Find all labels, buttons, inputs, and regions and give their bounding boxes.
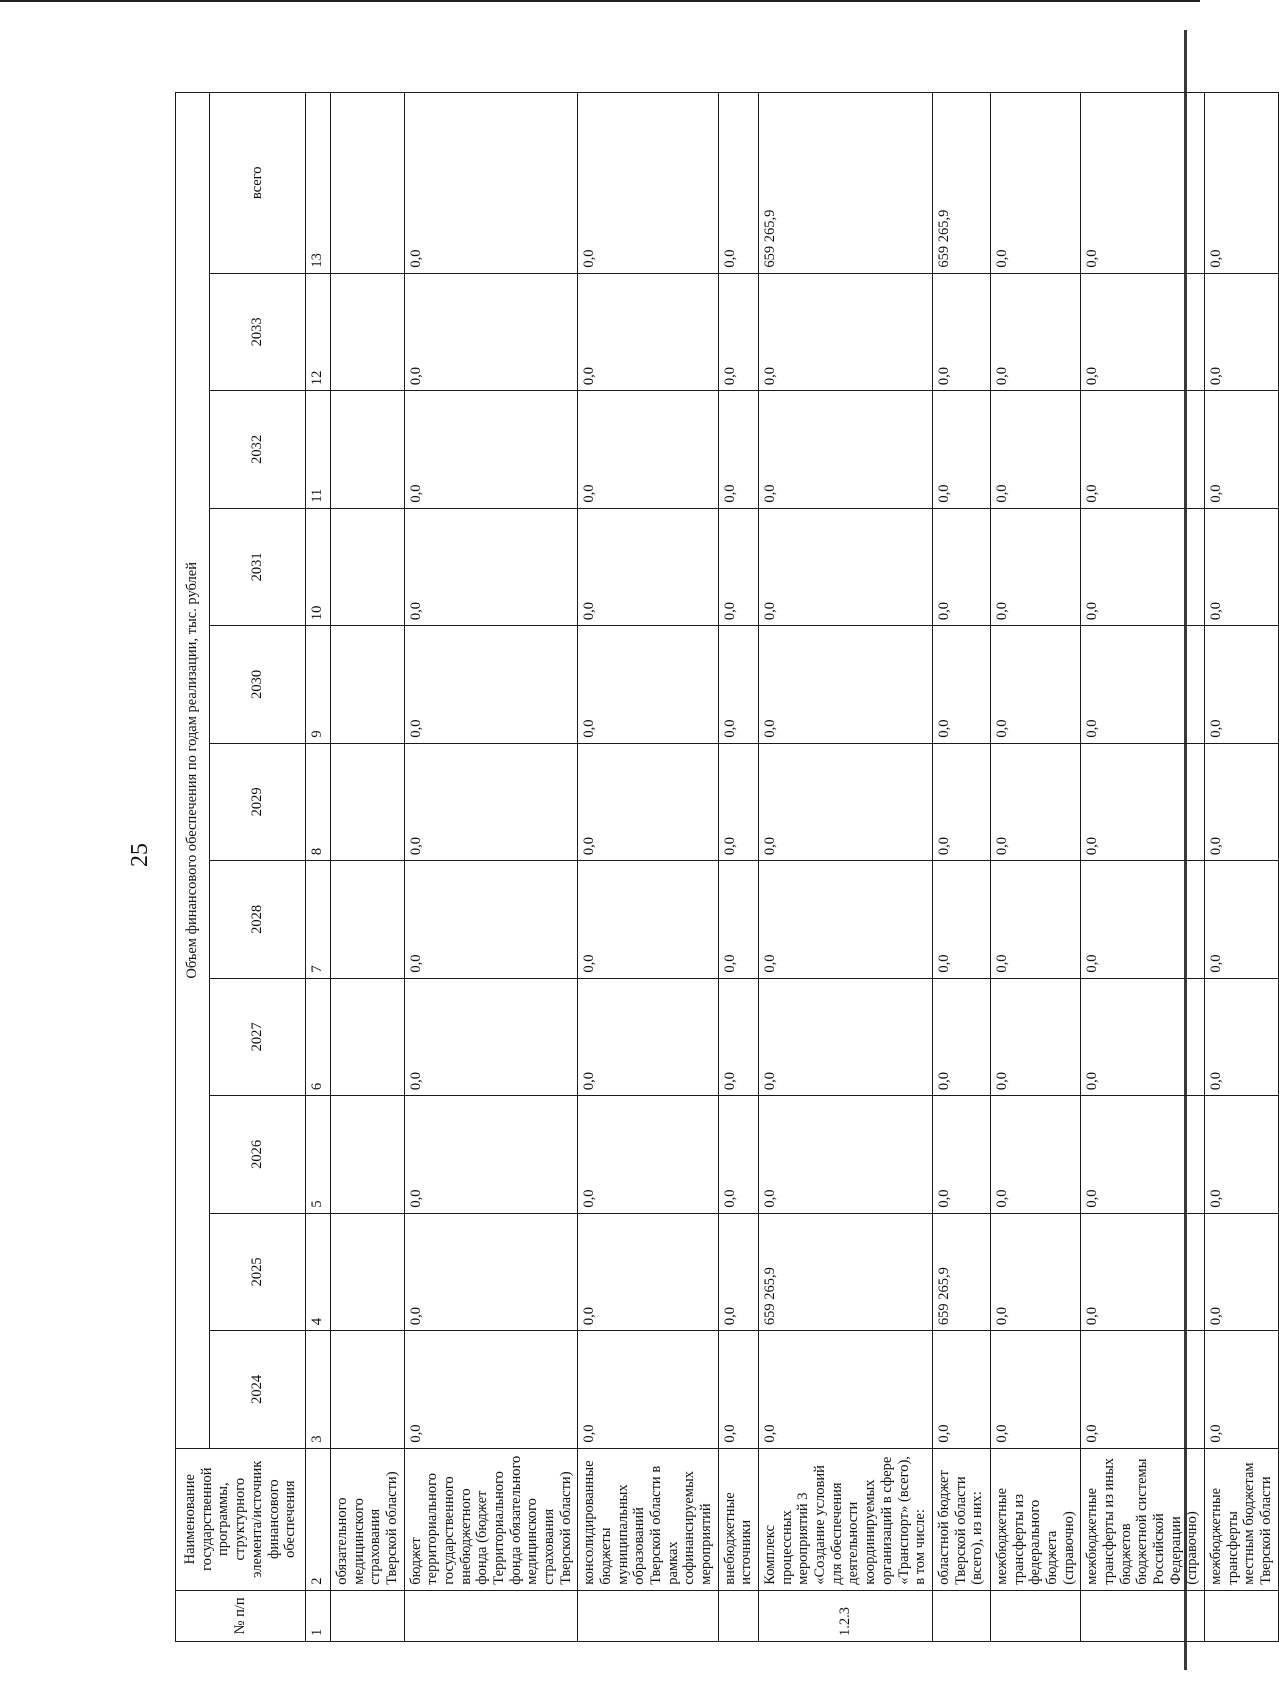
year-value-cell: 0,0: [404, 743, 578, 861]
row-name: Комплекс процессных мероприятий 3 «Создание условий для обеспечения деятельности координируемых организаций в сфере «Транспорт» (всего), в том числе:: [759, 1448, 933, 1590]
year-value-cell: 0,0: [759, 861, 933, 979]
year-value-cell: 0,0: [1204, 273, 1278, 391]
year-value-cell: 0,0: [578, 1096, 718, 1214]
column-number: 10: [306, 508, 331, 626]
table-row: [990, 93, 1080, 1642]
year-value-cell: 0,0: [718, 978, 758, 1096]
row-name: областной бюджет Тверской области (всего), из них:: [932, 1448, 990, 1590]
year-value-cell: 0,0: [404, 626, 578, 744]
year-value-cell: 0,0: [718, 743, 758, 861]
column-number: 5: [306, 1096, 331, 1214]
year-value-cell: [331, 743, 405, 861]
column-number: 9: [306, 626, 331, 744]
year-value-cell: 0,0: [1081, 273, 1205, 391]
year-value-cell: 0,0: [932, 861, 990, 979]
financial-table-rotated: [175, 92, 1274, 1642]
column-number: 1: [306, 1590, 331, 1641]
total-cell: 0,0: [1204, 93, 1278, 274]
table-row: [1081, 93, 1205, 1642]
year-header: 2032: [210, 391, 306, 509]
column-number: 4: [306, 1213, 331, 1331]
column-number: 13: [306, 93, 331, 274]
year-value-cell: 0,0: [578, 978, 718, 1096]
row-name: консолидированные бюджеты муниципальных образований Тверской области в рамках софинансируемых мероприятий: [578, 1448, 718, 1590]
year-value-cell: 0,0: [718, 273, 758, 391]
group-header: Объем финансового обеспечения по годам реализации, тыс. рублей: [176, 93, 210, 1449]
year-value-cell: 0,0: [759, 508, 933, 626]
years-header-row: [210, 93, 306, 1642]
year-value-cell: 0,0: [718, 861, 758, 979]
year-value-cell: 0,0: [578, 508, 718, 626]
year-value-cell: 0,0: [759, 626, 933, 744]
year-value-cell: 0,0: [578, 273, 718, 391]
year-value-cell: 0,0: [932, 273, 990, 391]
year-header: 2033: [210, 273, 306, 391]
year-value-cell: 0,0: [932, 391, 990, 509]
year-value-cell: 0,0: [990, 273, 1080, 391]
year-value-cell: 0,0: [932, 508, 990, 626]
col-no-header: № п/п: [176, 1590, 306, 1641]
row-number: [932, 1590, 990, 1641]
table-row: [578, 93, 718, 1642]
page-number: 25: [127, 843, 153, 867]
year-value-cell: 0,0: [1081, 391, 1205, 509]
year-value-cell: 0,0: [404, 391, 578, 509]
year-value-cell: 0,0: [990, 978, 1080, 1096]
col-name-header: Наименование государственной программы, структурного элемента/источник финансового обеспечения: [176, 1448, 306, 1590]
year-value-cell: [331, 861, 405, 979]
year-value-cell: 0,0: [578, 391, 718, 509]
table-row: [1204, 93, 1278, 1642]
year-value-cell: [331, 391, 405, 509]
year-value-cell: 0,0: [1204, 743, 1278, 861]
year-value-cell: 659 265,9: [759, 1213, 933, 1331]
year-value-cell: 0,0: [1204, 626, 1278, 744]
total-cell: 0,0: [990, 93, 1080, 274]
year-header: 2024: [210, 1331, 306, 1449]
table-row: [404, 93, 578, 1642]
year-value-cell: 0,0: [1081, 626, 1205, 744]
year-value-cell: [331, 626, 405, 744]
year-header: 2030: [210, 626, 306, 744]
year-value-cell: 0,0: [718, 1096, 758, 1214]
year-value-cell: 0,0: [1081, 508, 1205, 626]
year-value-cell: 0,0: [718, 1213, 758, 1331]
year-value-cell: 0,0: [990, 391, 1080, 509]
year-value-cell: 0,0: [404, 1096, 578, 1214]
year-value-cell: [331, 508, 405, 626]
total-cell: 0,0: [578, 93, 718, 274]
year-value-cell: 0,0: [1204, 1213, 1278, 1331]
column-number: 12: [306, 273, 331, 391]
total-cell: [331, 93, 405, 274]
year-value-cell: 0,0: [1204, 508, 1278, 626]
row-number: 1.2.3: [759, 1590, 933, 1641]
year-value-cell: 0,0: [1204, 978, 1278, 1096]
year-value-cell: 0,0: [990, 861, 1080, 979]
row-number: [1081, 1590, 1205, 1641]
column-number: 11: [306, 391, 331, 509]
year-value-cell: 0,0: [1081, 1213, 1205, 1331]
year-value-cell: 0,0: [718, 626, 758, 744]
year-value-cell: 0,0: [1081, 978, 1205, 1096]
table-row: [718, 93, 758, 1642]
year-value-cell: 659 265,9: [932, 1213, 990, 1331]
year-value-cell: 0,0: [1204, 1331, 1278, 1449]
year-value-cell: 0,0: [932, 978, 990, 1096]
year-value-cell: 0,0: [718, 391, 758, 509]
year-value-cell: 0,0: [578, 861, 718, 979]
financial-table: [175, 92, 1279, 1642]
column-number: 6: [306, 978, 331, 1096]
year-value-cell: 0,0: [759, 391, 933, 509]
year-value-cell: 0,0: [578, 1331, 718, 1449]
year-header: 2031: [210, 508, 306, 626]
column-number: 3: [306, 1331, 331, 1449]
total-cell: 659 265,9: [932, 93, 990, 274]
year-value-cell: 0,0: [718, 508, 758, 626]
year-value-cell: 0,0: [1204, 1096, 1278, 1214]
table-row: [932, 93, 990, 1642]
column-number: 7: [306, 861, 331, 979]
scan-edge-top: [0, 0, 1200, 2]
total-header: всего: [210, 93, 306, 274]
year-value-cell: 0,0: [932, 626, 990, 744]
year-value-cell: [331, 273, 405, 391]
total-cell: 0,0: [404, 93, 578, 274]
column-numbers-row: [306, 93, 331, 1642]
year-value-cell: 0,0: [404, 508, 578, 626]
year-value-cell: 0,0: [1204, 861, 1278, 979]
year-value-cell: [331, 1213, 405, 1331]
year-value-cell: 0,0: [932, 1331, 990, 1449]
year-value-cell: 0,0: [404, 273, 578, 391]
year-value-cell: [331, 1331, 405, 1449]
row-number: [990, 1590, 1080, 1641]
year-value-cell: 0,0: [759, 273, 933, 391]
year-value-cell: 0,0: [759, 978, 933, 1096]
year-value-cell: 0,0: [1081, 743, 1205, 861]
row-number: [404, 1590, 578, 1641]
row-name: обязательного медицинского страхования Тверской области): [331, 1448, 405, 1590]
row-number: [718, 1590, 758, 1641]
row-name: внебюджетные источники: [718, 1448, 758, 1590]
year-value-cell: 0,0: [990, 1213, 1080, 1331]
year-header: 2027: [210, 978, 306, 1096]
row-name: межбюджетные трансферты из федерального бюджета (справочно): [990, 1448, 1080, 1590]
year-value-cell: 0,0: [759, 1331, 933, 1449]
year-value-cell: 0,0: [990, 626, 1080, 744]
year-value-cell: 0,0: [1081, 861, 1205, 979]
year-header: 2028: [210, 861, 306, 979]
year-value-cell: 0,0: [759, 1096, 933, 1214]
total-cell: 0,0: [1081, 93, 1205, 274]
year-value-cell: 0,0: [578, 743, 718, 861]
year-value-cell: 0,0: [990, 508, 1080, 626]
row-name: межбюджетные трансферты местным бюджетам Тверской области: [1204, 1448, 1278, 1590]
year-value-cell: 0,0: [932, 1096, 990, 1214]
year-value-cell: 0,0: [404, 978, 578, 1096]
row-number: [1204, 1590, 1278, 1641]
year-header: 2025: [210, 1213, 306, 1331]
year-header: 2029: [210, 743, 306, 861]
column-number: 8: [306, 743, 331, 861]
year-value-cell: 0,0: [990, 1096, 1080, 1214]
total-cell: 659 265,9: [759, 93, 933, 274]
table-row: [331, 93, 405, 1642]
year-value-cell: 0,0: [1081, 1096, 1205, 1214]
row-number: [578, 1590, 718, 1641]
year-value-cell: 0,0: [578, 626, 718, 744]
table-row: [759, 93, 933, 1642]
year-value-cell: 0,0: [718, 1331, 758, 1449]
year-value-cell: 0,0: [759, 743, 933, 861]
year-value-cell: 0,0: [990, 743, 1080, 861]
year-value-cell: 0,0: [990, 1331, 1080, 1449]
year-header: 2026: [210, 1096, 306, 1214]
year-value-cell: [331, 1096, 405, 1214]
row-number: [331, 1590, 405, 1641]
year-value-cell: 0,0: [1081, 1331, 1205, 1449]
year-value-cell: 0,0: [1204, 391, 1278, 509]
year-value-cell: 0,0: [404, 1331, 578, 1449]
year-value-cell: 0,0: [404, 1213, 578, 1331]
year-value-cell: [331, 978, 405, 1096]
year-value-cell: 0,0: [404, 861, 578, 979]
total-cell: 0,0: [718, 93, 758, 274]
year-value-cell: 0,0: [932, 743, 990, 861]
year-value-cell: 0,0: [578, 1213, 718, 1331]
column-number: 2: [306, 1448, 331, 1590]
row-name: бюджет территориального государственного внебюджетного фонда (бюджет Территориального фонда обязательного медицинского страхования Тверской области): [404, 1448, 578, 1590]
row-name: межбюджетные трансферты из иных бюджетов бюджетной системы Российской Федерации (справочно): [1081, 1448, 1205, 1590]
